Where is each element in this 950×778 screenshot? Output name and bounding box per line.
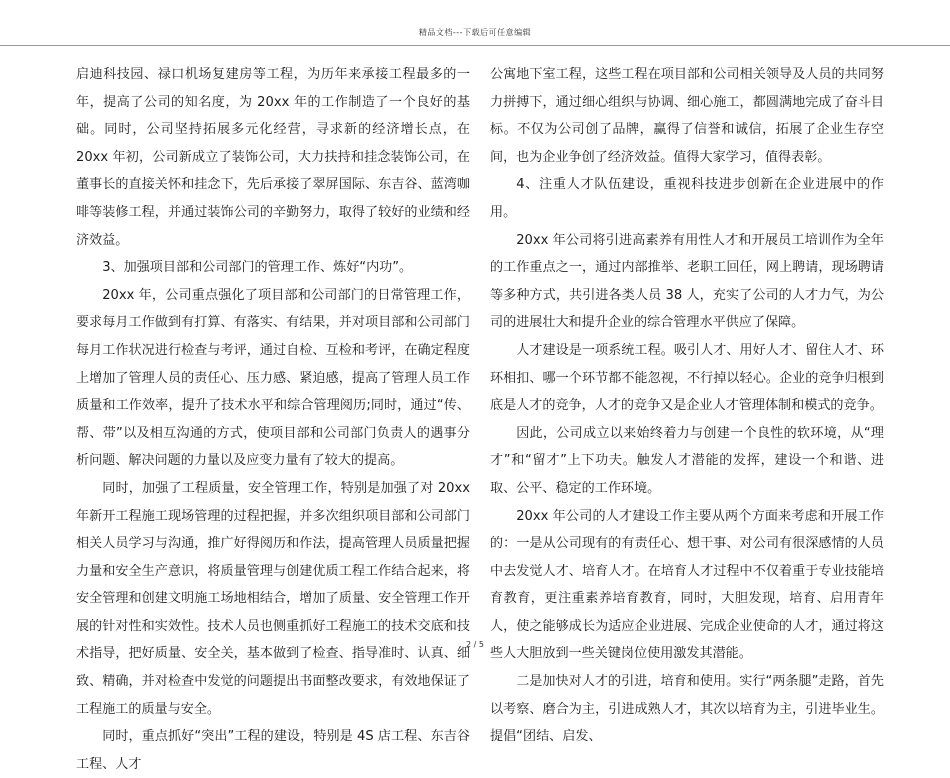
paragraph: 公寓地下室工程，这些工程在项目部和公司相关领导及人员的共同努力拼搏下，通过细心组织与协调、细心施工，都圆满地完成了奋斗目标。不仅为公司创了品牌，赢得了信誉和诚信，拓展了企业生存空间，也为企业争创了经济效益。值得大家学习，值得表彰。 bbox=[490, 67, 884, 165]
header-divider bbox=[0, 45, 950, 46]
paragraph: 20xx 年公司将引进高素养有用性人才和开展员工培训作为全年的工作重点之一，通过内部推举、老职工回任，网上聘请，现场聘请等多种方式，共引进各类人员 38 人，充实了公司的人才力气，为公司的进展壮大和提升企业的综合管理水平供应了保障。 bbox=[490, 232, 884, 331]
header-text: 精品文档---下载后可任意编辑 bbox=[418, 28, 532, 37]
page-number: 2 / 5 bbox=[466, 640, 484, 649]
left-column bbox=[76, 61, 470, 778]
paragraph: 二是加快对人才的引进，培育和使用。实行“两条腿”走路，首先以考察、磨合为主，引进成熟人才，其次以培育为主，引进毕业生。提倡“团结、启发、 bbox=[490, 674, 884, 745]
paragraph: 因此，公司成立以来始终着力与创建一个良性的软环境，从“理才”和“留才”上下功夫。触发人才潜能的发挥，建设一个和谐、进取、公平、稳定的工作环境。 bbox=[490, 425, 884, 496]
paragraph: 人才建设是一项系统工程。吸引人才、用好人才、留住人才、环环相扣、哪一个环节都不能忽视，不行掉以轻心。企业的竞争归根到底是人才的竞争，人才的竞争又是企业人才管理体制和模式的竞争。 bbox=[490, 342, 884, 414]
paragraph: 3、加强项目部和公司部门的管理工作、炼好“内功”。 bbox=[102, 260, 413, 276]
paragraph: 同时，重点抓好“突出”工程的建设，特别是 4S 店工程、东吉谷工程、人才 bbox=[76, 729, 470, 772]
paragraph: 同时，加强了工程质量，安全管理工作，特别是加强了对 20xx 年新开工程施工现场管理的过程把握，并多次组织项目部和公司部门相关人员学习与沟通，推广好得阅历和作法，提高管理人员质量把握力量和安全生产意识，将质量管理与创建优质工程工作结合起来，将安全管理和创建文明施工场地相结合，增加了质量、安全管理工作开展的针对性和实效性。技术人员也侧重抓好工程施工的技术交底和技术指导，把好质量、安全关，基本做到了检查、指导准时、认真、细致、精确，并对检查中发觉的问题提出书面整改要求，有效地保证了工程施工的质量与安全。 bbox=[76, 480, 470, 717]
paragraph: 20xx 年，公司重点强化了项目部和公司部门的日常管理工作，要求每月工作做到有打算、有落实、有结果，并对项目部和公司部门每月工作状况进行检查与考评，通过自检、互检和考评，在确定程度上增加了管理人员的责任心、压力感、紧迫感，提高了管理人员工作质量和工作效率，提升了技术水平和综合管理阅历;同时，通过“传、帮、带”以及相互沟通的方式，使项目部和公司部门负责人的遇事分析问题、解决问题的力量以及应变力量有了较大的提高。 bbox=[76, 287, 470, 469]
paragraph: 20xx 年公司的人才建设工作主要从两个方面来考虑和开展工作的：一是从公司现有的有责任心、想干事、对公司有很深感情的人员中去发觉人才、培育人才。在培育人才过程中不仅着重于专业技能培育教育，更注重素养培育教育，同时，大胆发现，培育、启用青年人，使之能够成长为适应企业进展、完成企业使命的人才，通过将这些人大胆放到一些关键岗位使用激发其潜能。 bbox=[490, 508, 884, 662]
page-header bbox=[0, 0, 950, 50]
paragraph: 4、注重人才队伍建设，重视科技进步创新在企业进展中的作用。 bbox=[490, 177, 884, 220]
paragraph: 启迪科技园、禄口机场复建房等工程，为历年来承接工程最多的一年，提高了公司的知名度，为 20xx 年的工作制造了一个良好的基础。同时，公司坚持拓展多元化经营，寻求新的经济增长点，在 20xx 年初，公司新成立了装饰公司，大力扶持和挂念装饰公司，在董事长的直接关怀和挂念下，先后承接了翠屏国际、东吉谷、蓝湾咖啡等装修工程，并通过装饰公司的辛勤努力，取得了较好的业绩和经济效益。 bbox=[76, 67, 470, 248]
